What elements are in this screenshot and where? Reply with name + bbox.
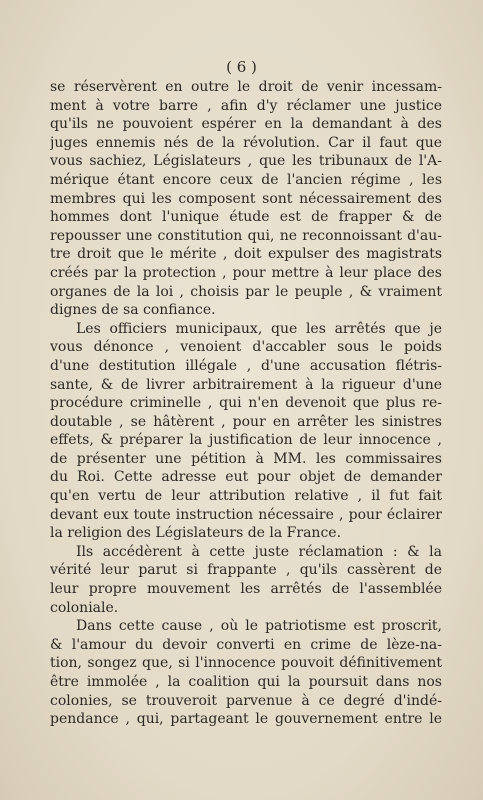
page-number: ( 6 ) bbox=[226, 58, 257, 76]
text-line: tion, songez que, si l'innocence pouvoit définitivement bbox=[50, 655, 442, 672]
text-line: Dans cette cause , où le patriotisme est proscrit, bbox=[76, 618, 442, 635]
text-line: hommes dont l'unique étude est de frapper & de bbox=[50, 209, 442, 226]
body-text bbox=[50, 78, 442, 729]
text-line: tre droit que le mérite , doit expulser des magistrats bbox=[50, 246, 442, 263]
text-line: de présenter une pétition à MM. les commissaires bbox=[50, 450, 442, 467]
text-line: qu'en vertu de leur attribution relative , il fut fait bbox=[50, 488, 442, 505]
text-line: doutable , se hâtèrent , pour en arrêter les sinistres bbox=[50, 413, 442, 430]
text-line: leur propre mouvement les arrêtés de l'assemblée bbox=[50, 581, 442, 598]
text-line: vous dénonce , venoient d'accabler sous le poids bbox=[50, 339, 442, 356]
text-line: Ils accédèrent à cette juste réclamation : & la bbox=[76, 543, 442, 560]
text-line: qu'ils ne pouvoient espérer en la demandant à des bbox=[50, 116, 442, 133]
text-line: organes de la loi , choisis par le peuple , & vraiment bbox=[50, 283, 442, 300]
text-line: juges ennemis nés de la révolution. Car il faut que bbox=[50, 134, 442, 151]
text-line: la religion des Législateurs de la France. bbox=[50, 525, 342, 542]
text-line: membres qui les composent sont nécessairement des bbox=[50, 190, 442, 207]
text-line: coloniale. bbox=[50, 599, 119, 616]
text-line: d'une destitution illégale , d'une accusation flétris- bbox=[50, 357, 442, 374]
text-line: vous sachiez, Législateurs , que les tribunaux de l'A- bbox=[50, 153, 442, 170]
text-line: effets, & préparer la justification de leur innocence , bbox=[50, 432, 442, 449]
text-line: sante, & de livrer arbitrairement à la rigueur d'une bbox=[50, 376, 442, 393]
text-line: mérique étant encore ceux de l'ancien régime , les bbox=[50, 171, 442, 188]
text-line: se réservèrent en outre le droit de venir incessam- bbox=[50, 79, 442, 95]
text-line: être immolée , la coalition qui la poursuit dans nos bbox=[50, 674, 442, 690]
text-line: créés par la protection , pour mettre à leur place des bbox=[50, 264, 442, 281]
text-line: vérité leur parut si frappante , qu'ils cassèrent de bbox=[50, 562, 442, 579]
text-line: repousser une constitution qui, ne reconnoissant d'au- bbox=[50, 227, 442, 244]
text-line: devant eux toute instruction nécessaire , pour éclairer bbox=[50, 506, 442, 523]
text-line: procédure criminelle , qui n'en devenoit que plus re- bbox=[50, 395, 442, 412]
text-line: ment à votre barre , afin d'y réclamer une justice bbox=[50, 97, 442, 114]
text-line: colonies, se trouveroit parvenue à ce degré d'indé- bbox=[50, 692, 442, 709]
text-line: dignes de sa confiance. bbox=[50, 302, 216, 319]
text-line: & l'amour du devoir converti en crime de lèze-na- bbox=[50, 636, 442, 653]
text-line: Les officiers municipaux, que les arrêtés que je bbox=[76, 320, 442, 337]
text-line: pendance , qui, partageant le gouvernement entre le bbox=[50, 711, 442, 728]
text-line: du Roi. Cette adresse eut pour objet de demander bbox=[50, 469, 442, 486]
